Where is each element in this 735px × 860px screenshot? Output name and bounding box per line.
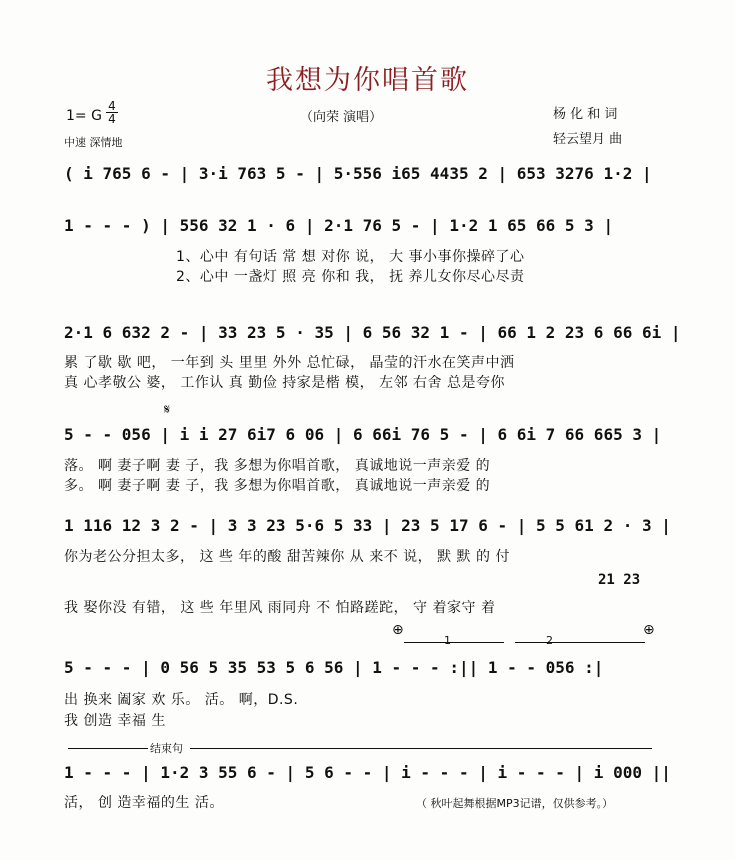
lyric-row-3-verse-2: 真 心孝敬公 婆， 工作认 真 勤俭 持家是楷 模， 左邻 右舍 总是夸你 <box>64 375 506 391</box>
score-row-6: 5 - - - | 0 56 5 35 53 5 6 56 | 1 - - - :|| 1 - - 056 :| <box>64 658 604 677</box>
song-title: 我想为你唱首歌 <box>266 65 469 96</box>
score-row-7: 1 - - - | 1·2 3 55 6 - | 5 6 - - | i - - - | i - - - | i 000 || <box>64 763 671 782</box>
time-sig-top: 4 <box>108 99 116 113</box>
lyric-row-6-verse-1: 出 换来 阖家 欢 乐。 活。 啊，D.S. <box>64 692 299 708</box>
score-row-4: 5 - - 056 | i i 27 6i7 6 06 | 6 66i 76 5 - | 6 6i 7 66 665 3 | <box>64 425 662 444</box>
segno-icon: 𝄋 <box>164 402 171 418</box>
volta-2-bracket <box>515 642 645 643</box>
lyric-row-4-verse-1: 落。 啊 妻子啊 妻 子，我 多想为你唱首歌， 真诚地说一声亲爱 的 <box>64 458 491 474</box>
score-row-1: ( i 765 6 - | 3·i 763 5 - | 5·556 i65 4435 2 | 653 3276 1·2 | <box>64 164 652 183</box>
score-row-2: 1 - - - ) | 556 32 1 · 6 | 2·1 76 5 - | 1·2 1 65 66 5 3 | <box>64 216 614 235</box>
lyric-row-4-verse-2: 多。 啊 妻子啊 妻 子，我 多想为你唱首歌， 真诚地说一声亲爱 的 <box>64 478 491 494</box>
alt-notes: 21 23 <box>598 572 641 588</box>
score-row-3: 2·1 6 632 2 - | 33 23 5 · 35 | 6 56 32 1 - | 66 1 2 23 6 66 6i | <box>64 323 681 342</box>
score-row-5: 1 116 12 3 2 - | 3 3 23 5·6 5 33 | 23 5 17 6 - | 5 5 61 2 · 3 | <box>64 516 671 535</box>
ending-bracket-left <box>68 748 148 749</box>
volta-2-label: 2 <box>546 634 553 647</box>
lyric-row-3-verse-1: 累 了歇 歇 吧， 一年到 头 里里 外外 总忙碌， 晶莹的汗水在笑声中洒 <box>64 355 515 371</box>
volta-1-bracket <box>404 642 504 643</box>
lyric-row-6-verse-2: 我 创造 幸福 生 <box>64 713 166 729</box>
coda-icon-2: ⊕ <box>643 622 655 638</box>
key-signature: 1= G <box>66 108 102 124</box>
composer: 轻云望月 曲 <box>553 132 623 147</box>
transcription-note: （ 秋叶起舞根据MP3记谱，仅供参考。） <box>416 797 614 810</box>
lyric-row-2-verse-1: 1、心中 有句话 常 想 对你 说， 大 事小事你操碎了心 <box>176 249 525 265</box>
ending-bracket-right <box>190 748 652 749</box>
lyricist: 杨 化 和 词 <box>553 107 618 122</box>
lyric-row-2-verse-2: 2、心中 一盏灯 照 亮 你和 我， 抚 养儿女你尽心尽责 <box>176 269 525 285</box>
subtitle: （向荣 演唱） <box>300 110 383 125</box>
volta-1-label: 1 <box>444 634 451 647</box>
coda-icon: ⊕ <box>392 622 404 638</box>
lyric-row-5-verse-1: 你为老公分担太多， 这 些 年的酸 甜苦辣你 从 来不 说， 默 默 的 付 <box>64 549 510 565</box>
lyric-row-7: 活， 创 造幸福的生 活。 <box>64 795 224 811</box>
ending-label: 结束句 <box>150 742 183 755</box>
lyric-row-5-verse-2: 我 娶你没 有错， 这 些 年里风 雨同舟 不 怕路蹉跎， 守 着家守 着 <box>64 600 496 616</box>
tempo-marking: 中速 深情地 <box>64 136 123 149</box>
time-sig-bottom: 4 <box>108 112 116 126</box>
time-signature <box>106 100 118 125</box>
